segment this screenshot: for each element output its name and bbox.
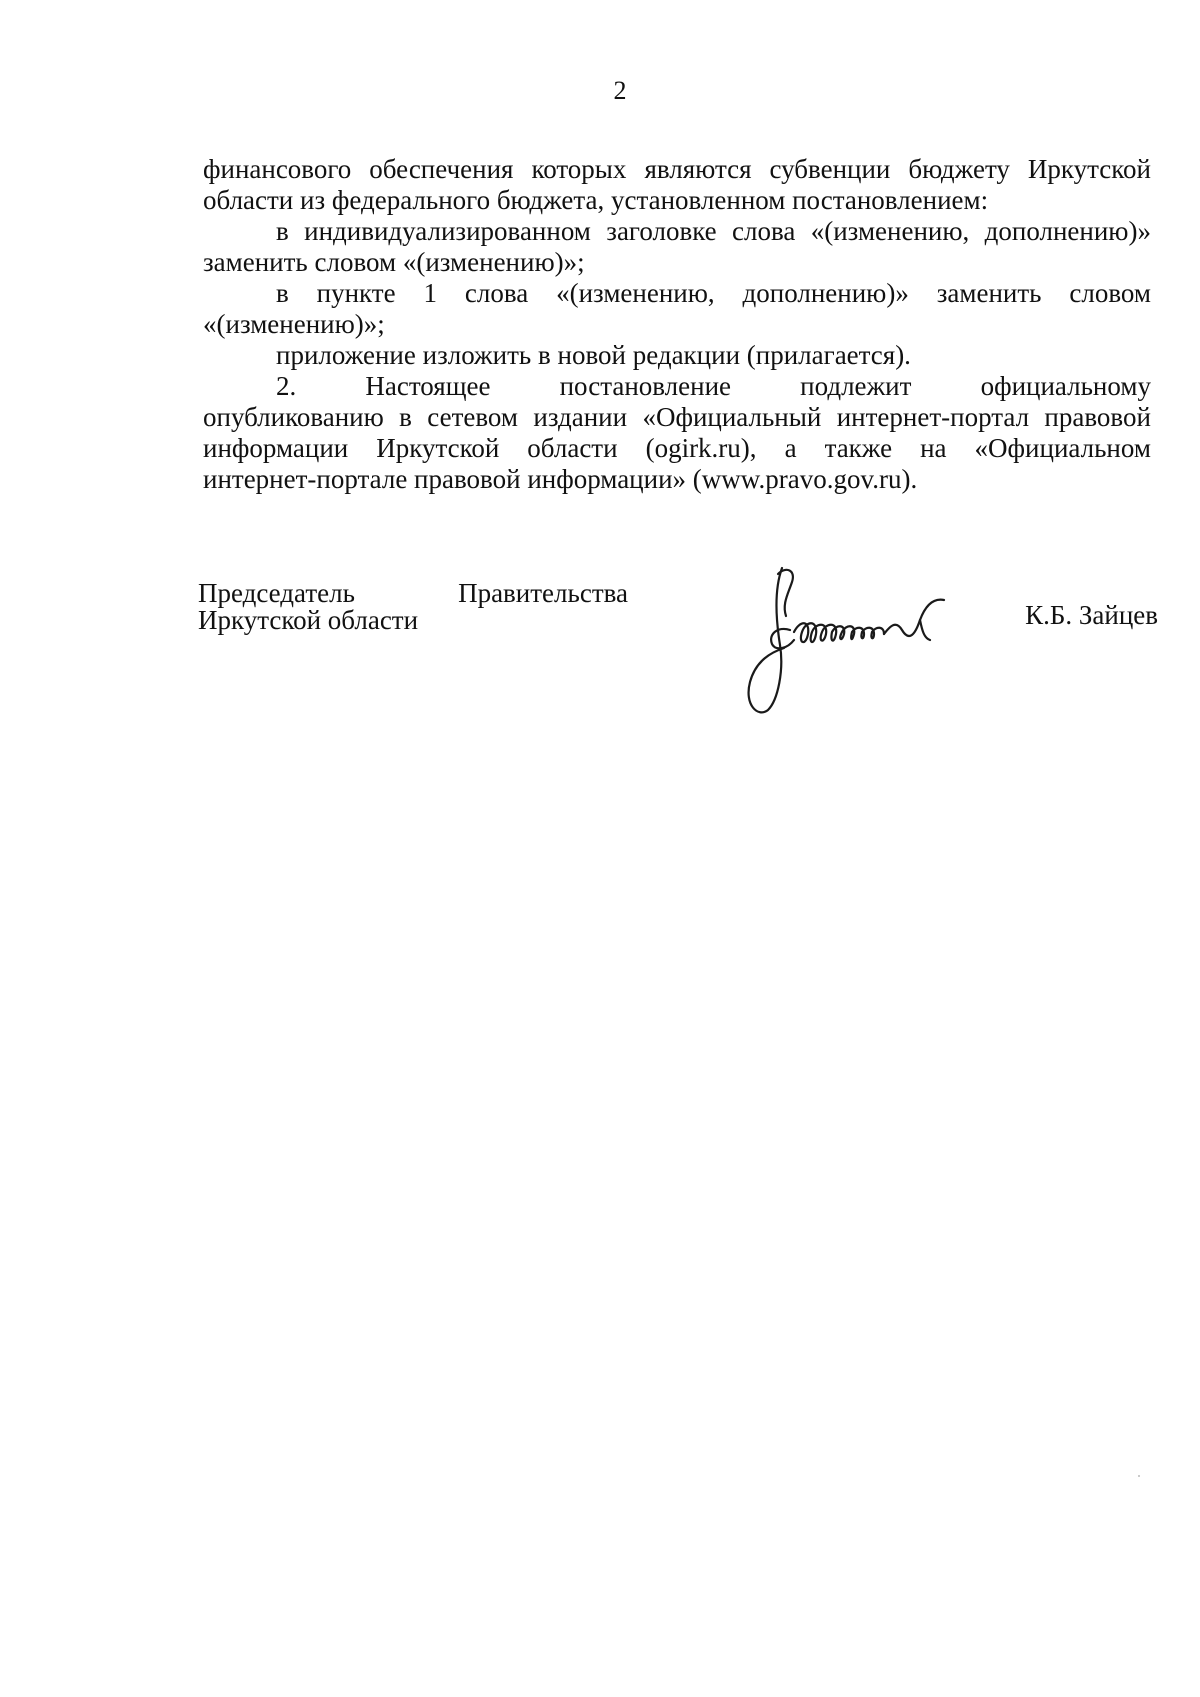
paragraph-5-line-2 xyxy=(203,402,1151,433)
word: слова xyxy=(464,278,529,308)
word: бюджету xyxy=(908,154,1010,184)
signature-block xyxy=(198,580,1158,730)
document-body xyxy=(203,154,1151,495)
word: дополнению)» xyxy=(742,278,909,308)
word: издании xyxy=(533,402,628,432)
paragraph-3-line-2: «(изменению)»; xyxy=(203,309,385,339)
paragraph-5-line-4: интернет-портале правовой информации» (www.pravo.gov.ru). xyxy=(203,464,918,494)
word: дополнению)» xyxy=(984,216,1151,246)
word: Настоящее xyxy=(365,371,491,401)
word: являются xyxy=(644,154,752,184)
word: «(изменению, xyxy=(810,216,970,246)
word: в xyxy=(276,216,289,246)
word: финансового xyxy=(203,154,352,184)
paragraph-5-line-1 xyxy=(203,371,1151,402)
word: словом xyxy=(1069,278,1151,308)
word: интернет-портал xyxy=(836,402,1030,432)
signer-title-line-2: Иркутской области xyxy=(198,605,419,635)
word: заменить xyxy=(936,278,1042,308)
word: «Официальном xyxy=(974,433,1151,463)
paragraph-1-line-2: области из федерального бюджета, установленном постановлением: xyxy=(203,185,989,215)
word: пункте xyxy=(316,278,396,308)
word: постановление xyxy=(559,371,732,401)
word: обеспечения xyxy=(369,154,514,184)
page-number: 2 xyxy=(613,76,627,105)
scan-speck xyxy=(1138,1475,1140,1477)
word: на xyxy=(920,433,947,463)
word: в xyxy=(399,402,412,432)
word: (ogirk.ru), xyxy=(645,433,757,463)
signer-title-line-1 xyxy=(198,580,628,607)
word: а xyxy=(784,433,797,463)
paragraph-2-line-1 xyxy=(203,216,1151,247)
word: официальному xyxy=(980,371,1151,401)
signer-title-word: Председатель xyxy=(198,578,355,608)
paragraph-5-line-3 xyxy=(203,433,1151,464)
word: которых xyxy=(531,154,627,184)
word: опубликованию xyxy=(203,402,384,432)
word: в xyxy=(276,278,289,308)
signer-name: К.Б. Зайцев xyxy=(1025,600,1158,630)
word: «Официальный xyxy=(642,402,822,432)
paragraph-3-line-1 xyxy=(203,278,1151,309)
word: заголовке xyxy=(606,216,717,246)
word: также xyxy=(824,433,893,463)
handwritten-signature-icon xyxy=(738,560,988,720)
word: субвенции xyxy=(769,154,891,184)
word: информации xyxy=(203,433,349,463)
word: правовой xyxy=(1044,402,1151,432)
paragraph-1-line-1 xyxy=(203,154,1151,185)
word: индивидуализированном xyxy=(304,216,591,246)
word: «(изменению, xyxy=(556,278,715,308)
word: 2. xyxy=(276,371,297,401)
word: Иркутской xyxy=(376,433,500,463)
word: 1 xyxy=(423,278,437,308)
signer-title xyxy=(198,580,628,634)
paragraph-4-line-1: приложение изложить в новой редакции (прилагается). xyxy=(276,340,911,370)
word: подлежит xyxy=(800,371,912,401)
word: сетевом xyxy=(427,402,518,432)
paragraph-2-line-2: заменить словом «(изменению)»; xyxy=(203,247,585,277)
word: Иркутской xyxy=(1027,154,1151,184)
word: области xyxy=(527,433,618,463)
word: слова xyxy=(732,216,796,246)
signer-title-word: Правительства xyxy=(458,578,628,608)
